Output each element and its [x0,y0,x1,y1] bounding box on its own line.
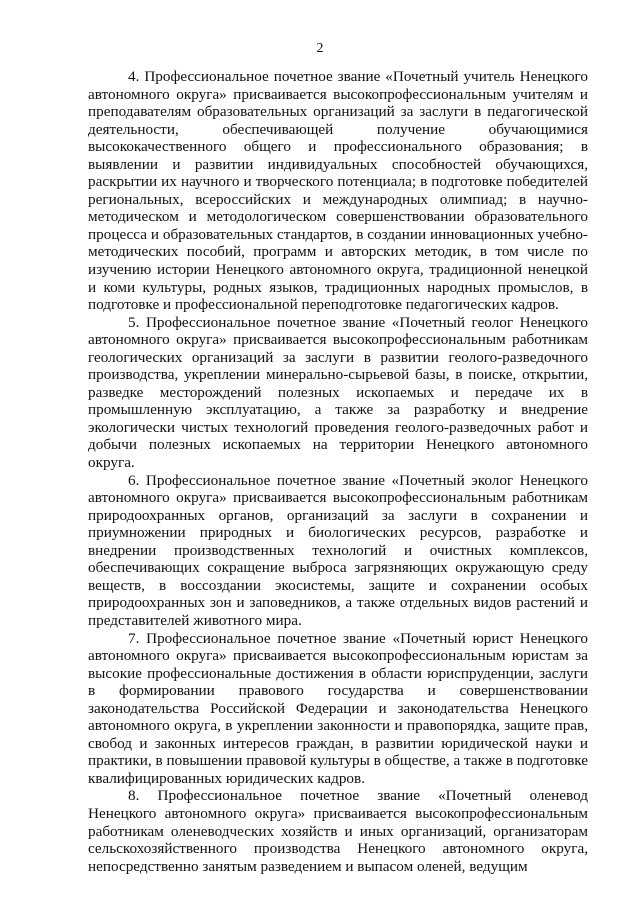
document-body [88,68,588,875]
paragraph-item-7: 7. Профессиональное почетное звание «Почетный юрист Ненецкого автономного округа» присваивается высокопрофессиональным юристам за высокие профессиональные достижения в области юриспруденции, заслуги в формировании правового государства и совершенствовании законодательства Российской Федерации и законодательства Ненецкого автономного округа, в укреплении законности и правопорядка, защите прав, свобод и законных интересов граждан, в развитии юридической науки и практики, в повышении правовой культуры в обществе, а также в подготовке квалифицированных юридических кадров. [88,629,588,787]
paragraph-item-4: 4. Профессиональное почетное звание «Почетный учитель Ненецкого автономного округа» присваивается высокопрофессиональным учителям и преподавателям образовательных организаций за заслуги в педагогической деятельности, обеспечивающей получение обучающимися высококачественного общего и профессионального образования; в выявлении и развитии индивидуальных способностей обучающихся, раскрытии их научного и творческого потенциала; в подготовке победителей региональных, всероссийских и международных олимпиад; в научно-методическом и методологическом совершенствовании образовательного процесса и образовательных стандартов, в создании инновационных учебно-методических пособий, программ и авторских методик, в том числе по изучению истории Ненецкого автономного округа, традиционной ненецкой и коми культуры, родных языков, традиционных народных промыслов, в подготовке и профессиональной переподготовке педагогических кадров. [88,68,588,314]
page-number: 2 [316,41,324,56]
paragraph-item-8: 8. Профессиональное почетное звание «Почетный оленевод Ненецкого автономного округа» присваивается высокопрофессиональным работникам оленеводческих хозяйств и иных организаций, организаторам сельскохозяйственного производства Ненецкого автономного округа, непосредственно занятым разведением и выпасом оленей, ведущим [88,787,588,875]
paragraph-item-5: 5. Профессиональное почетное звание «Почетный геолог Ненецкого автономного округа» присваивается высокопрофессиональным работникам геологических организаций за заслуги в развитии геолого-разведочного производства, укреплении минерально-сырьевой базы, в поиске, открытии, разведке месторождений полезных ископаемых и передаче их в промышленную эксплуатацию, а также за разработку и внедрение экологически чистых технологий проведения геолого-разведочных работ и добычи полезных ископаемых на территории Ненецкого автономного округа. [88,313,588,472]
paragraph-item-6: 6. Профессиональное почетное звание «Почетный эколог Ненецкого автономного округа» присваивается высокопрофессиональным работникам природоохранных органов, организаций за заслуги в сохранении и приумножении природных и биологических ресурсов, разработке и внедрении производственных технологий и очистных комплексов, обеспечивающих сокращение выброса загрязняющих окружающую среду веществ, в воссоздании экосистемы, защите и сохранении особых природоохранных зон и заповедников, а также отдельных видов растений и представителей животного мира. [88,471,588,629]
